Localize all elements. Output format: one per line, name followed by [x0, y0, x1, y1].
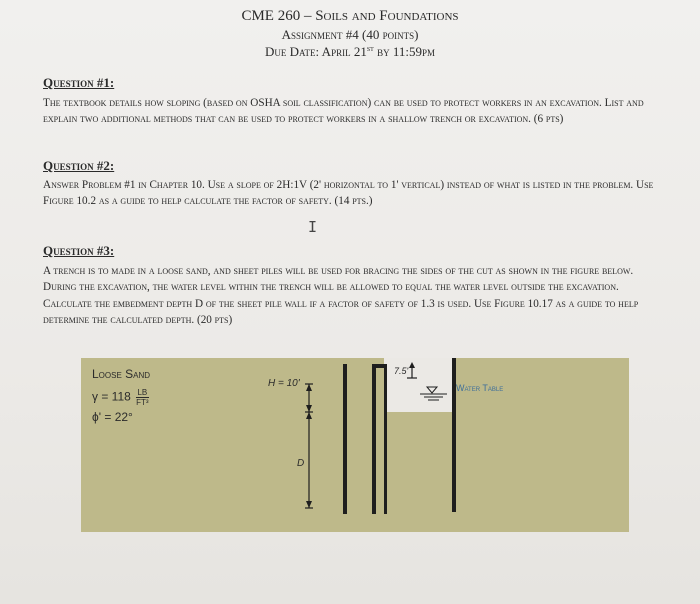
question-3-body: A trench is to made in a loose sand, and sheet piles will be used for bracing the sides of the cut as shown in the figure below. During the excavation, the water level within the trench will be allowed to equal the water level outside the excavation. Calculate the embedment depth D of the sheet pile wall if a factor of safety of 1.3 is used. Use Figure 10.17 as a guide to help determine the calculated depth. (20 pts)	[43, 265, 639, 326]
friction-angle: ϕ' = 22°	[92, 410, 133, 424]
question-1-body: The textbook details how sloping (based on OSHA soil classification) can be used to protect workers in an excavation. List and explain two additional methods that can be used to protect workers in a shallow trench or excavation. (6 pts)	[43, 97, 644, 126]
course-title: CME 260 – Soils and Foundations	[241, 8, 459, 24]
sheet-pile-left	[343, 364, 347, 514]
water-depth-label: 7.5'	[394, 366, 409, 376]
unit-numerator: LB	[137, 388, 148, 397]
soil-name: Loose Sand	[92, 367, 151, 381]
water-table-label: Water Table	[456, 383, 504, 393]
due-date-suffix: by 11:59pm	[373, 44, 435, 59]
unit-denominator: FT³	[136, 398, 149, 407]
embedment-depth-label: D	[297, 458, 305, 469]
due-date-sup: st	[366, 44, 374, 53]
height-label: H = 10'	[268, 378, 300, 389]
trench-figure	[81, 358, 629, 532]
unit-weight-value: γ = 118	[92, 389, 131, 404]
due-date	[0, 44, 700, 60]
sheet-pile-center	[384, 364, 387, 514]
question-2-body: Answer Problem #1 in Chapter 10. Use a slope of 2H:1V (2' horizontal to 1' vertical) instead of what is listed in the problem. Use Figure 10.2 as a guide to help calculate the factor of safety. (14 pts.)	[43, 179, 654, 208]
question-3-title: Question #3:	[43, 243, 115, 258]
question-2-title: Question #2:	[43, 158, 115, 173]
sheet-pile-inner-left	[372, 364, 376, 514]
dimension-lines	[81, 358, 629, 532]
sheet-pile-right	[452, 358, 456, 512]
text-cursor-icon: I	[308, 218, 318, 236]
assignment-title: Assignment #4 (40 points)	[281, 27, 419, 42]
due-date-prefix: Due Date: April 21	[265, 44, 367, 59]
question-1-title: Question #1:	[43, 75, 115, 90]
